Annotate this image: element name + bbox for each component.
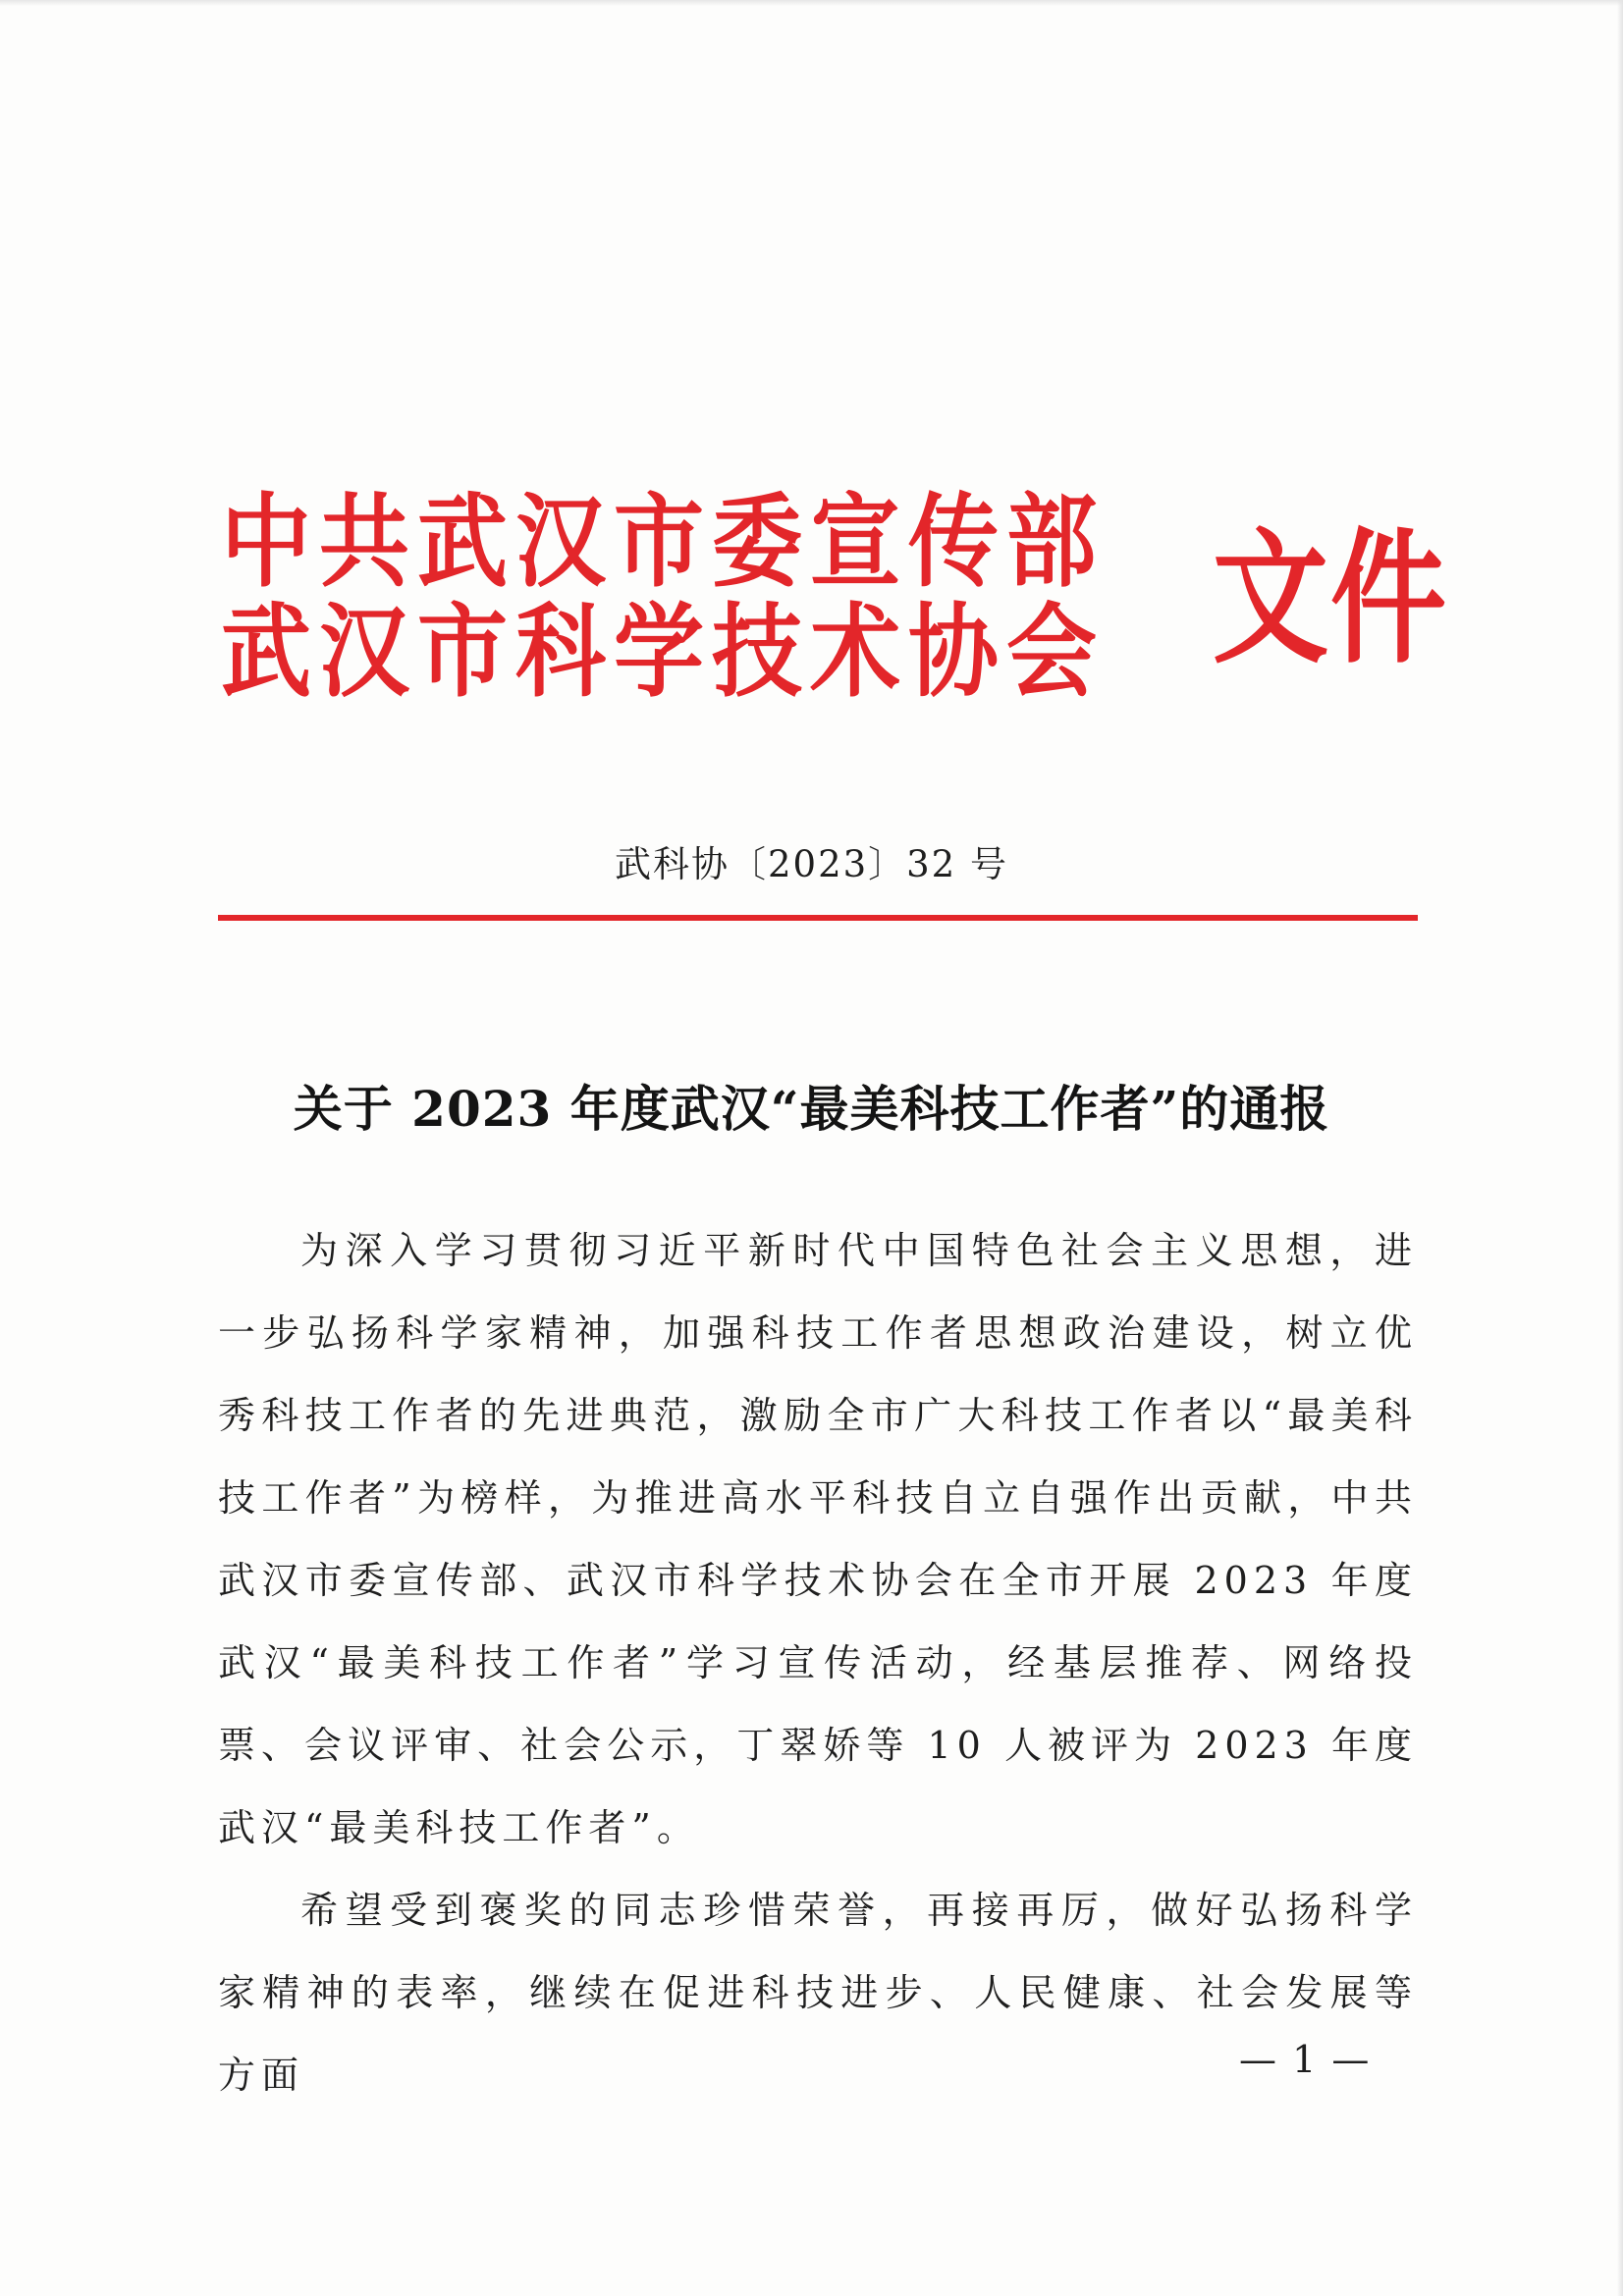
document-masthead [221, 481, 1449, 726]
document-word: 文件 [1213, 513, 1449, 683]
body-paragraph-1: 为深入学习贯彻习近平新时代中国特色社会主义思想，进一步弘扬科学家精神，加强科技工作者思想政治建设，树立优秀科技工作者的先进典范，激励全市广大科技工作者以“最美科技工作者”为榜样，为推进高水平科技自立自强作出贡献，中共武汉市委宣传部、武汉市科学技术协会在全市开展 2023 年度武汉“最美科技工作者”学习宣传活动，经基层推荐、网络投票、会议评审、社会公示，丁翠娇等 10 人被评为 2023 年度武汉“最美科技工作者”。 [218, 1229, 1418, 1849]
notice-title: 关于 2023 年度武汉“最美科技工作者”的通报 [293, 1080, 1330, 1138]
notice-body [218, 1209, 1418, 2116]
issuing-organizations [221, 481, 1213, 712]
org-name-line-2: 武汉市科学技术协会 [221, 593, 1106, 712]
body-paragraph-2: 希望受到褒奖的同志珍惜荣誉，再接再厉，做好弘扬科学家精神的表率，继续在促进科技进步、人民健康、社会发展等方面 [218, 1889, 1418, 2097]
org-name-line-1: 中共武汉市委宣传部 [221, 483, 1106, 602]
document-number: 武科协〔2023〕32 号 [614, 843, 1008, 885]
scan-edge-top [0, 0, 1623, 6]
red-separator-rule [218, 915, 1418, 921]
page-number: — 1 — [1239, 2038, 1372, 2081]
scan-edge-right [1617, 0, 1623, 2296]
